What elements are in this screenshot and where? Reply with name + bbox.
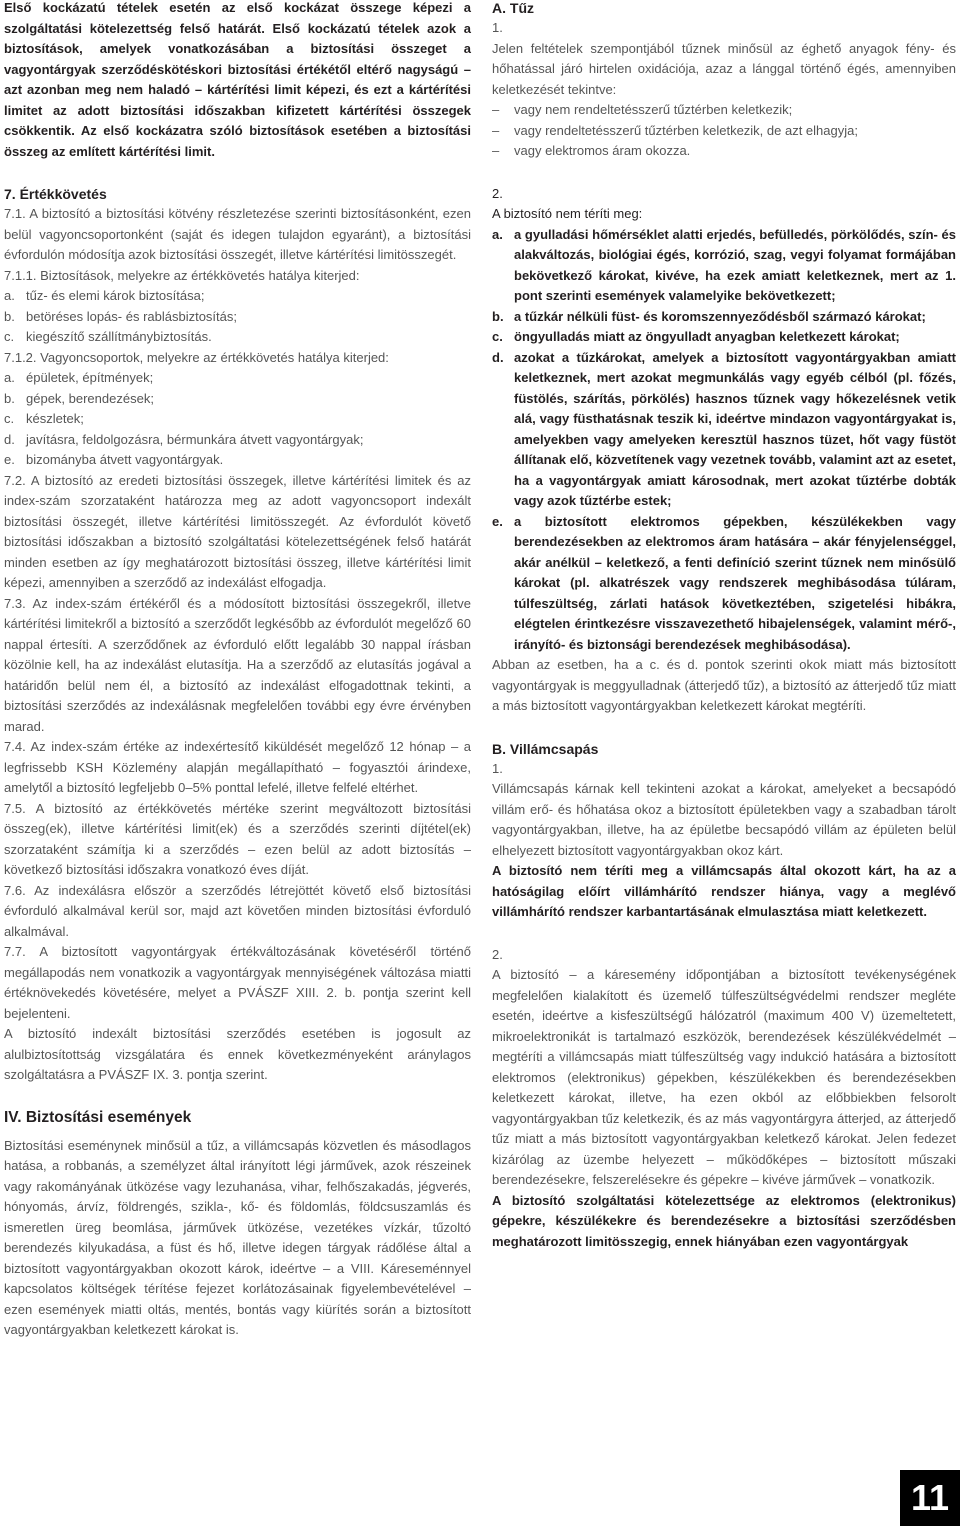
list-marker: – — [492, 102, 500, 117]
list-item — [492, 100, 956, 121]
list-marker: b. — [492, 308, 504, 324]
lightning-2-limit: A biztosító szolgáltatási kötelezettsége az elektromos (elektronikus) gépekre, készülékekre és berendezésekre a biztosítási szerződésben meghatározott limitösszegig, ennek hiányában ezen vagyontárgyak — [492, 1192, 956, 1249]
section-7-1-2-list — [4, 368, 471, 471]
list-marker: b. — [4, 308, 15, 324]
fire-2-number: 2. — [492, 185, 503, 201]
list-marker: a. — [4, 288, 15, 303]
list-item-text: tűz- és elemi károk biztosítása; — [26, 288, 205, 303]
list-marker: – — [492, 143, 500, 158]
list-item-text: gépek, berendezések; — [26, 390, 154, 406]
lightning-2-number: 2. — [492, 946, 503, 962]
fire-title: A. Tűz — [492, 0, 534, 16]
list-item-text: készletek; — [26, 411, 84, 426]
list-marker: c. — [4, 411, 15, 426]
fire-2-after: Abban az esetben, ha a c. és d. pontok szerinti okok miatt más biztosított vagyontárgyak is meggyulladnak (átterjedő tűz), a biztosító az átterjedő tűz miatt a más biztosított vagyontárgyakban keletkezett károkat megtéríti. — [492, 657, 956, 713]
right-column — [492, 0, 956, 1252]
list-marker: – — [492, 122, 500, 138]
section-7-5: 7.5. A biztosító az értékkövetés mértéke szerint megváltozott biztosítási összeg(ek), illetve kártérítési limit(ek) és a szerződés szerinti díjtétel(ek) szorzataként számítja ki a szerződés – ezen belül az adott biztosítás – következő biztosítási időszakra vonatkozó éves díját. — [4, 800, 471, 877]
list-item-text: öngyulladás miatt az öngyulladt anyagban keletkezett károkat; — [514, 329, 900, 344]
section-7-1-1-list — [4, 286, 471, 348]
list-marker: d. — [492, 349, 504, 365]
lightning-1-number: 1. — [492, 760, 503, 776]
list-item-text: a tűzkár nélküli füst- és koromszennyeződésből származó károkat; — [514, 308, 926, 324]
intro-paragraph: Első kockázatú tételek esetén az első kockázat összege képezi a szolgáltatási kötelezettség felső határát. Első kockázatú tételek azok a biztosítások, amelyek vonatkozásában a biztosítási összeget a vagyontárgyak szerződéskötéskori biztosítási értékétől eltérő nagyságú – azt azonban meg nem haladó – kártérítési limit képezi, és ezt a kártérítési limitet az adott biztosítási időszakban kifizetett kártérítési összegek csökkentik. Az első kockázatra szóló biztosítások esetében a biztosítási összeg az említett kártérítési limit. — [4, 0, 471, 159]
section-7-1: 7.1. A biztosító a biztosítási kötvény részletezése szerinti biztosításonként, ezen belül vagyoncsoportonként (saját és idegen tulajdon egyaránt), a biztosítási évfordulón módosítja azok biztosítási összegét, illetve kártérítési limitösszegét. — [4, 206, 471, 262]
list-item-text: a gyulladási hőmérséklet alatti erjedés, befülledés, pörkölődés, szín- és alakváltozás, biológiai égés, korrózió, szag, vegyi folyamat formájában bekövetkező károkat, kivéve, ha ezek amiatt keletkeznek, mert az 1. pont szerinti események valamelyike bekövetkezett; — [514, 226, 956, 303]
section-7-1-2: 7.1.2. Vagyoncsoportok, melyekre az értékkövetés hatálya kiterjed: — [4, 349, 389, 365]
list-item — [4, 368, 471, 389]
fire-1-number: 1. — [492, 20, 503, 35]
section-7-7-note: A biztosító indexált biztosítási szerződés esetében is jogosult az alulbiztosítottság vizsgálatára és ennek következményeként aránylagos szolgáltatásra a PVÁSZF IX. 3. pontja szerint. — [4, 1026, 471, 1082]
section-7-4: 7.4. Az index-szám értéke az indexértesítő kiküldését megelőző 12 hónap – a legfrissebb KSH Közlemény alapján megállapítható – fogyasztói árindexe, amelytől a biztosító legfeljebb 0–5% ponttal lefelé, illetve felfelé eltérhet. — [4, 739, 471, 795]
list-item — [492, 512, 956, 656]
list-item — [4, 327, 471, 348]
list-item — [4, 307, 471, 328]
fire-2-list — [492, 225, 956, 656]
list-item-text: betöréses lopás- és rablásbiztosítás; — [26, 308, 237, 324]
fire-2-text: A biztosító nem téríti meg: — [492, 206, 643, 221]
list-item-text: azokat a tűzkárokat, amelyek a biztosított vagyontárgyakban amiatt keletkeznek, mert azokat megmunkálás vagy egyéb célból (pl. főzés, füstölés, szárítás, pörkölés) hasznos tűznek vagy hőkezelésnek vetik alá, vagy füsthatásnak teszik ki, ideértve mindazon vagyontárgyakat is, amelyekben vagy amelyeken keresztül hasznos tüzet, hőt vagy füstöt állítanak elő, közvetítenek vagy vezetnek tovább, valamint azt az esetet, ha a vagyontárgyak amiatt károsodnak, mert azokat tűztérbe dobták vagy azok tűztérbe estek; — [514, 349, 956, 508]
section-7-6: 7.6. Az indexálásra először a szerződés létrejöttét követő első biztosítási évforduló alkalmával kerül sor, majd azt követően minden biztosítási évforduló alkalmával. — [4, 882, 471, 939]
list-item-text: a biztosított elektromos gépekben, készülékekben vagy berendezésekben az elektromos áram hatására – akár fényjelenséggel, akár anélkül – keletkező, a fenti definíció szerint tűznek nem minősülő károkat (pl. alkatrészek vagy rendszerek meghibásodása túláram, túlfeszültség, zárlati hatások következtében, szigetelési hibákra, elégtelen érintkezésre visszavezethető hibajelenségek, valamint mérő-, irányító- és biztonsági berendezések meghibásodása). — [514, 513, 956, 652]
section-iv-title: IV. Biztosítási események — [4, 1108, 192, 1126]
list-item-text: vagy rendeltetésszerű tűztérben keletkezik, de azt elhagyja; — [514, 122, 858, 138]
list-item-text: vagy nem rendeltetésszerű tűztérben keletkezik; — [514, 102, 793, 117]
list-item — [4, 430, 471, 451]
left-column — [4, 0, 471, 1341]
list-item-text: bizományba átvett vagyontárgyak. — [26, 452, 224, 467]
section-7-1-1: 7.1.1. Biztosítások, melyekre az értékkövetés hatálya kiterjed: — [4, 267, 360, 283]
list-item — [4, 409, 471, 430]
list-item — [4, 389, 471, 410]
section-7-2: 7.2. A biztosító az eredeti biztosítási összegek, illetve kártérítési limitek és az index-szám szorzataként határozza meg az adott vagyoncsoport indexált biztosítási összegét, illetve kártérítési limitösszegét. Az évfordulót követő biztosítási időszakban a biztosító szolgáltatási kötelezettségének felső határát minden esetben az így meghatározott biztosítási összeg, illetve kártérítési limit képezi, amennyiben a szerződő az indexálást elfogadja. — [4, 472, 471, 590]
section-iv-text: Biztosítási eseménynek minősül a tűz, a villámcsapás közvetlen és másodlagos hatása, a robbanás, a személyzet által irányított légi járművek, azok részeinek vagy rakományának ütközése vagy lezuhanása, vihar, felhőszakadás, jégverés, hónyomás, árvíz, földrengés, szikla-, kő- és földomlás, földcsuszamlás és ismeretlen üreg beomlása, járművek ütközése, vezetékes vízkár, tűzoltó berendezés kilyukadása, a füst és hő, illetve idegen tárgyak rádőlése által a biztosított vagyontárgyakban okozott károk, ideértve – a VIII. Káreseménnyel kapcsolatos költségek térítése fejezet korlátozásainak figyelembevételével – ezen események miatti oltás, mentés, bontás vagy kiürítés során a biztosított vagyontárgyakban keletkezett károkat is. — [4, 1137, 471, 1337]
lightning-2-text: A biztosító – a káresemény időpontjában a biztosított tevékenységének megfelelően kialakított és üzemelő túlfeszültségvédelmi rendszer megléte esetén, ideértve a kisfeszültségű hálózatról (maximum 400 V) üzemeltetett, mikroelektronikát is tartalmazó eszközök, berendezések készülékvédelmét – megtéríti a villámcsapás miatt túlfeszültség vagy indukció hatására a biztosított elektromos (elektronikus) gépekben, készülékekben és berendezésekben keletkezett károkat, illetve, ha ezen okból az előbbiekben felsorolt vagyontárgyakban tűz keletkezik, és az más vagyontárgyra átterjed, az átterjedő tűz miatt a más biztosított vagyontárgyakban keletkező károkat. Jelen fedezet kizárólag az üzembe helyezett – működőképes – biztosított műszaki berendezésekre, felszerelésekre és gépekre – kivéve járművek – vonatkozik. — [492, 967, 956, 1187]
list-item — [492, 225, 956, 307]
list-item — [492, 327, 956, 348]
list-marker: b. — [4, 390, 15, 406]
page-number: 11 — [900, 1470, 960, 1526]
list-marker: a. — [4, 370, 15, 385]
list-item — [492, 121, 956, 142]
section-7-3: 7.3. Az index-szám értékéről és a módosított biztosítási összegekről, illetve kártérítési limitekről a biztosító a szerződőt legkésőbb az évfordulót megelőző 60 nappal értesíti. A szerződőnek az évforduló előtt legalább 30 nappal írásban közölnie kell, ha az indexálást elutasítja. Ha a szerződő az elutasítás jogával a határidőn belül nem él, a biztosító az indexálást elfogadottnak tekinti, a biztosítási szerződés az indexálásnak megfelelően további egy évre érvényben marad. — [4, 595, 471, 734]
fire-1-text: Jelen feltételek szempontjából tűznek minősül az éghető anyagok fény- és hőhatással járó hirtelen oxidációja, azaz a lánggal történő égés, amennyiben keletkezését tekintve: — [492, 40, 956, 97]
list-marker: a. — [492, 226, 503, 242]
list-marker: c. — [492, 329, 503, 344]
list-marker: d. — [4, 431, 15, 447]
section-7-7: 7.7. A biztosított vagyontárgyak értékváltozásának követéséről történő megállapodás nem vonatkozik a vagyontárgyak mennyiségének változása miatti értéknövekedés követésére, melyet a PVÁSZF XIII. 2. b. pontja szerint kell bejelenteni. — [4, 944, 471, 1021]
section-7-title: 7. Értékkövetés — [4, 186, 107, 202]
list-item-text: kiegészítő szállítmánybiztosítás. — [26, 329, 212, 344]
list-item-text: javításra, feldolgozásra, bérmunkára átvett vagyontárgyak; — [26, 431, 364, 447]
list-item-text: vagy elektromos áram okozza. — [514, 143, 691, 158]
list-item — [492, 307, 956, 328]
lightning-1-exclusion: A biztosító nem téríti meg a villámcsapás által okozott kárt, ha az a hatóságilag előírt villámhárító rendszer hiánya, vagy a meglévő villámhárító rendszer karbantartásának elmulasztása miatt keletkezett. — [492, 863, 956, 919]
list-item — [492, 141, 956, 162]
list-item — [492, 348, 956, 512]
fire-1-list — [492, 100, 956, 162]
list-marker: e. — [492, 513, 503, 529]
list-item — [4, 450, 471, 471]
lightning-1-text: Villámcsapás kárnak kell tekinteni azokat a károkat, amelyeket a becsapódó villám erő- és hőhatása okoz a biztosított épületekben vagy a szabadban tárolt vagyontárgyakban, illetve, ha az épületbe becsapódó villám az épületen belül elhelyezett biztosított vagyontárgyakban okoz kárt. — [492, 781, 956, 858]
list-marker: c. — [4, 329, 15, 344]
list-item-text: épületek, építmények; — [26, 370, 154, 385]
list-marker: e. — [4, 452, 15, 467]
lightning-title: B. Villámcsapás — [492, 740, 599, 757]
list-item — [4, 286, 471, 307]
